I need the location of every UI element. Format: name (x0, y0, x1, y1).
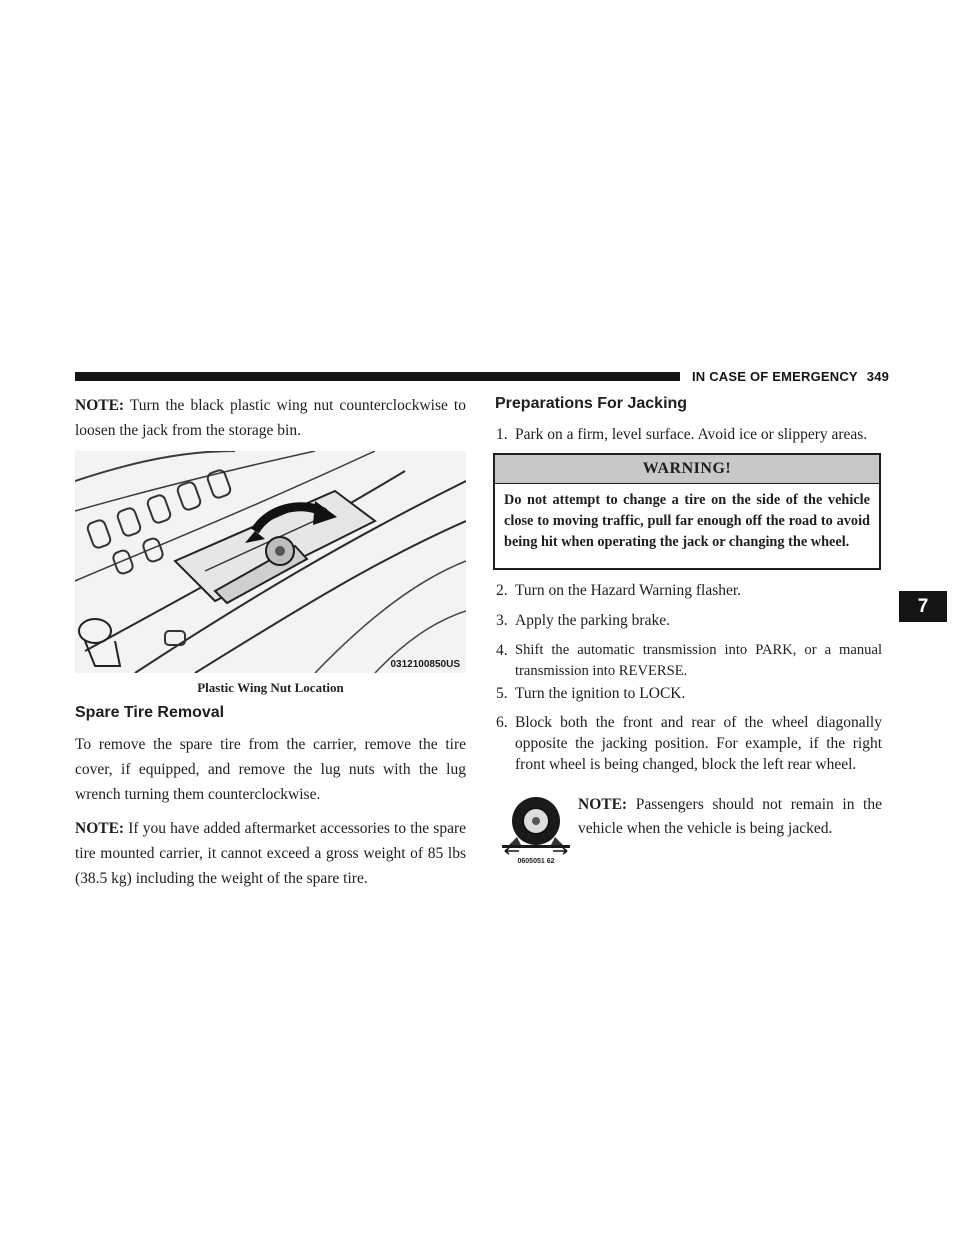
icon-code: 0605051 62 (517, 858, 555, 865)
list-item (496, 424, 882, 445)
list-text: Block both the front and rear of the wheel diagonally opposite the jacking position. For example, if the right front wheel is being changed, block the left rear wheel. (515, 714, 882, 773)
section-title: IN CASE OF EMERGENCY (692, 369, 858, 384)
jacking-heading-block (495, 393, 883, 415)
list-text: Shift the automatic transmission into PARK, or a manual transmission into REVERSE. (515, 642, 882, 679)
note-wing-nut (75, 393, 466, 443)
list-text: Turn on the Hazard Warning flasher. (515, 582, 742, 599)
list-text: Apply the parking brake. (515, 612, 670, 629)
list-number: 4. (496, 642, 508, 659)
section-heading: Preparations For Jacking (495, 395, 688, 412)
list-item (496, 683, 882, 704)
list-number: 6. (496, 714, 508, 731)
note-text: Passengers should not remain in the vehicle when the vehicle is being jacked. (578, 796, 882, 837)
wing-nut-illustration (75, 451, 466, 673)
note-label: NOTE: (75, 820, 125, 837)
section-heading: Spare Tire Removal (75, 704, 225, 721)
body-paragraph: To remove the spare tire from the carrier, remove the tire cover, if equipped, and remove the lug nuts with the lug wrench turning them counterclockwise. (75, 736, 466, 803)
list-number: 5. (496, 685, 508, 702)
note-text: Turn the black plastic wing nut counterclockwise to loosen the jack from the storage bin. (75, 397, 466, 439)
warning-box (493, 453, 881, 570)
page-number: 349 (866, 369, 890, 384)
list-item (496, 640, 882, 682)
list-text: Turn the ignition to LOCK. (515, 685, 686, 702)
list-item (496, 712, 882, 775)
list-item (496, 580, 882, 601)
note-label: NOTE: (75, 397, 125, 414)
list-number: 3. (496, 612, 508, 629)
chapter-tab[interactable]: 7 (899, 591, 947, 622)
list-number: 1. (496, 426, 508, 443)
figure-code: 0312100850US (390, 659, 460, 670)
wing-nut-figure (75, 451, 466, 673)
list-text: Park on a firm, level surface. Avoid ice or slippery areas. (515, 426, 868, 443)
figure-caption: Plastic Wing Nut Location (197, 680, 344, 695)
warning-title: WARNING! (495, 455, 879, 484)
warning-text: Do not attempt to change a tire on the side of the vehicle close to moving traffic, pull far enough off the road to avoid being hit when operating the jack or changing the wheel. (504, 492, 870, 550)
running-header (692, 369, 890, 384)
note-text: If you have added aftermarket accessories to the spare tire mounted carrier, it cannot exceed a gross weight of 85 lbs (38.5 kg) including the weight of the spare tire. (75, 820, 467, 887)
list-item (496, 610, 882, 631)
note-passengers (578, 793, 882, 841)
spare-tire-section (75, 702, 466, 891)
note-label: NOTE: (578, 796, 628, 813)
wheel-chock-icon (499, 793, 573, 866)
header-rule (75, 372, 680, 381)
list-number: 2. (496, 582, 508, 599)
